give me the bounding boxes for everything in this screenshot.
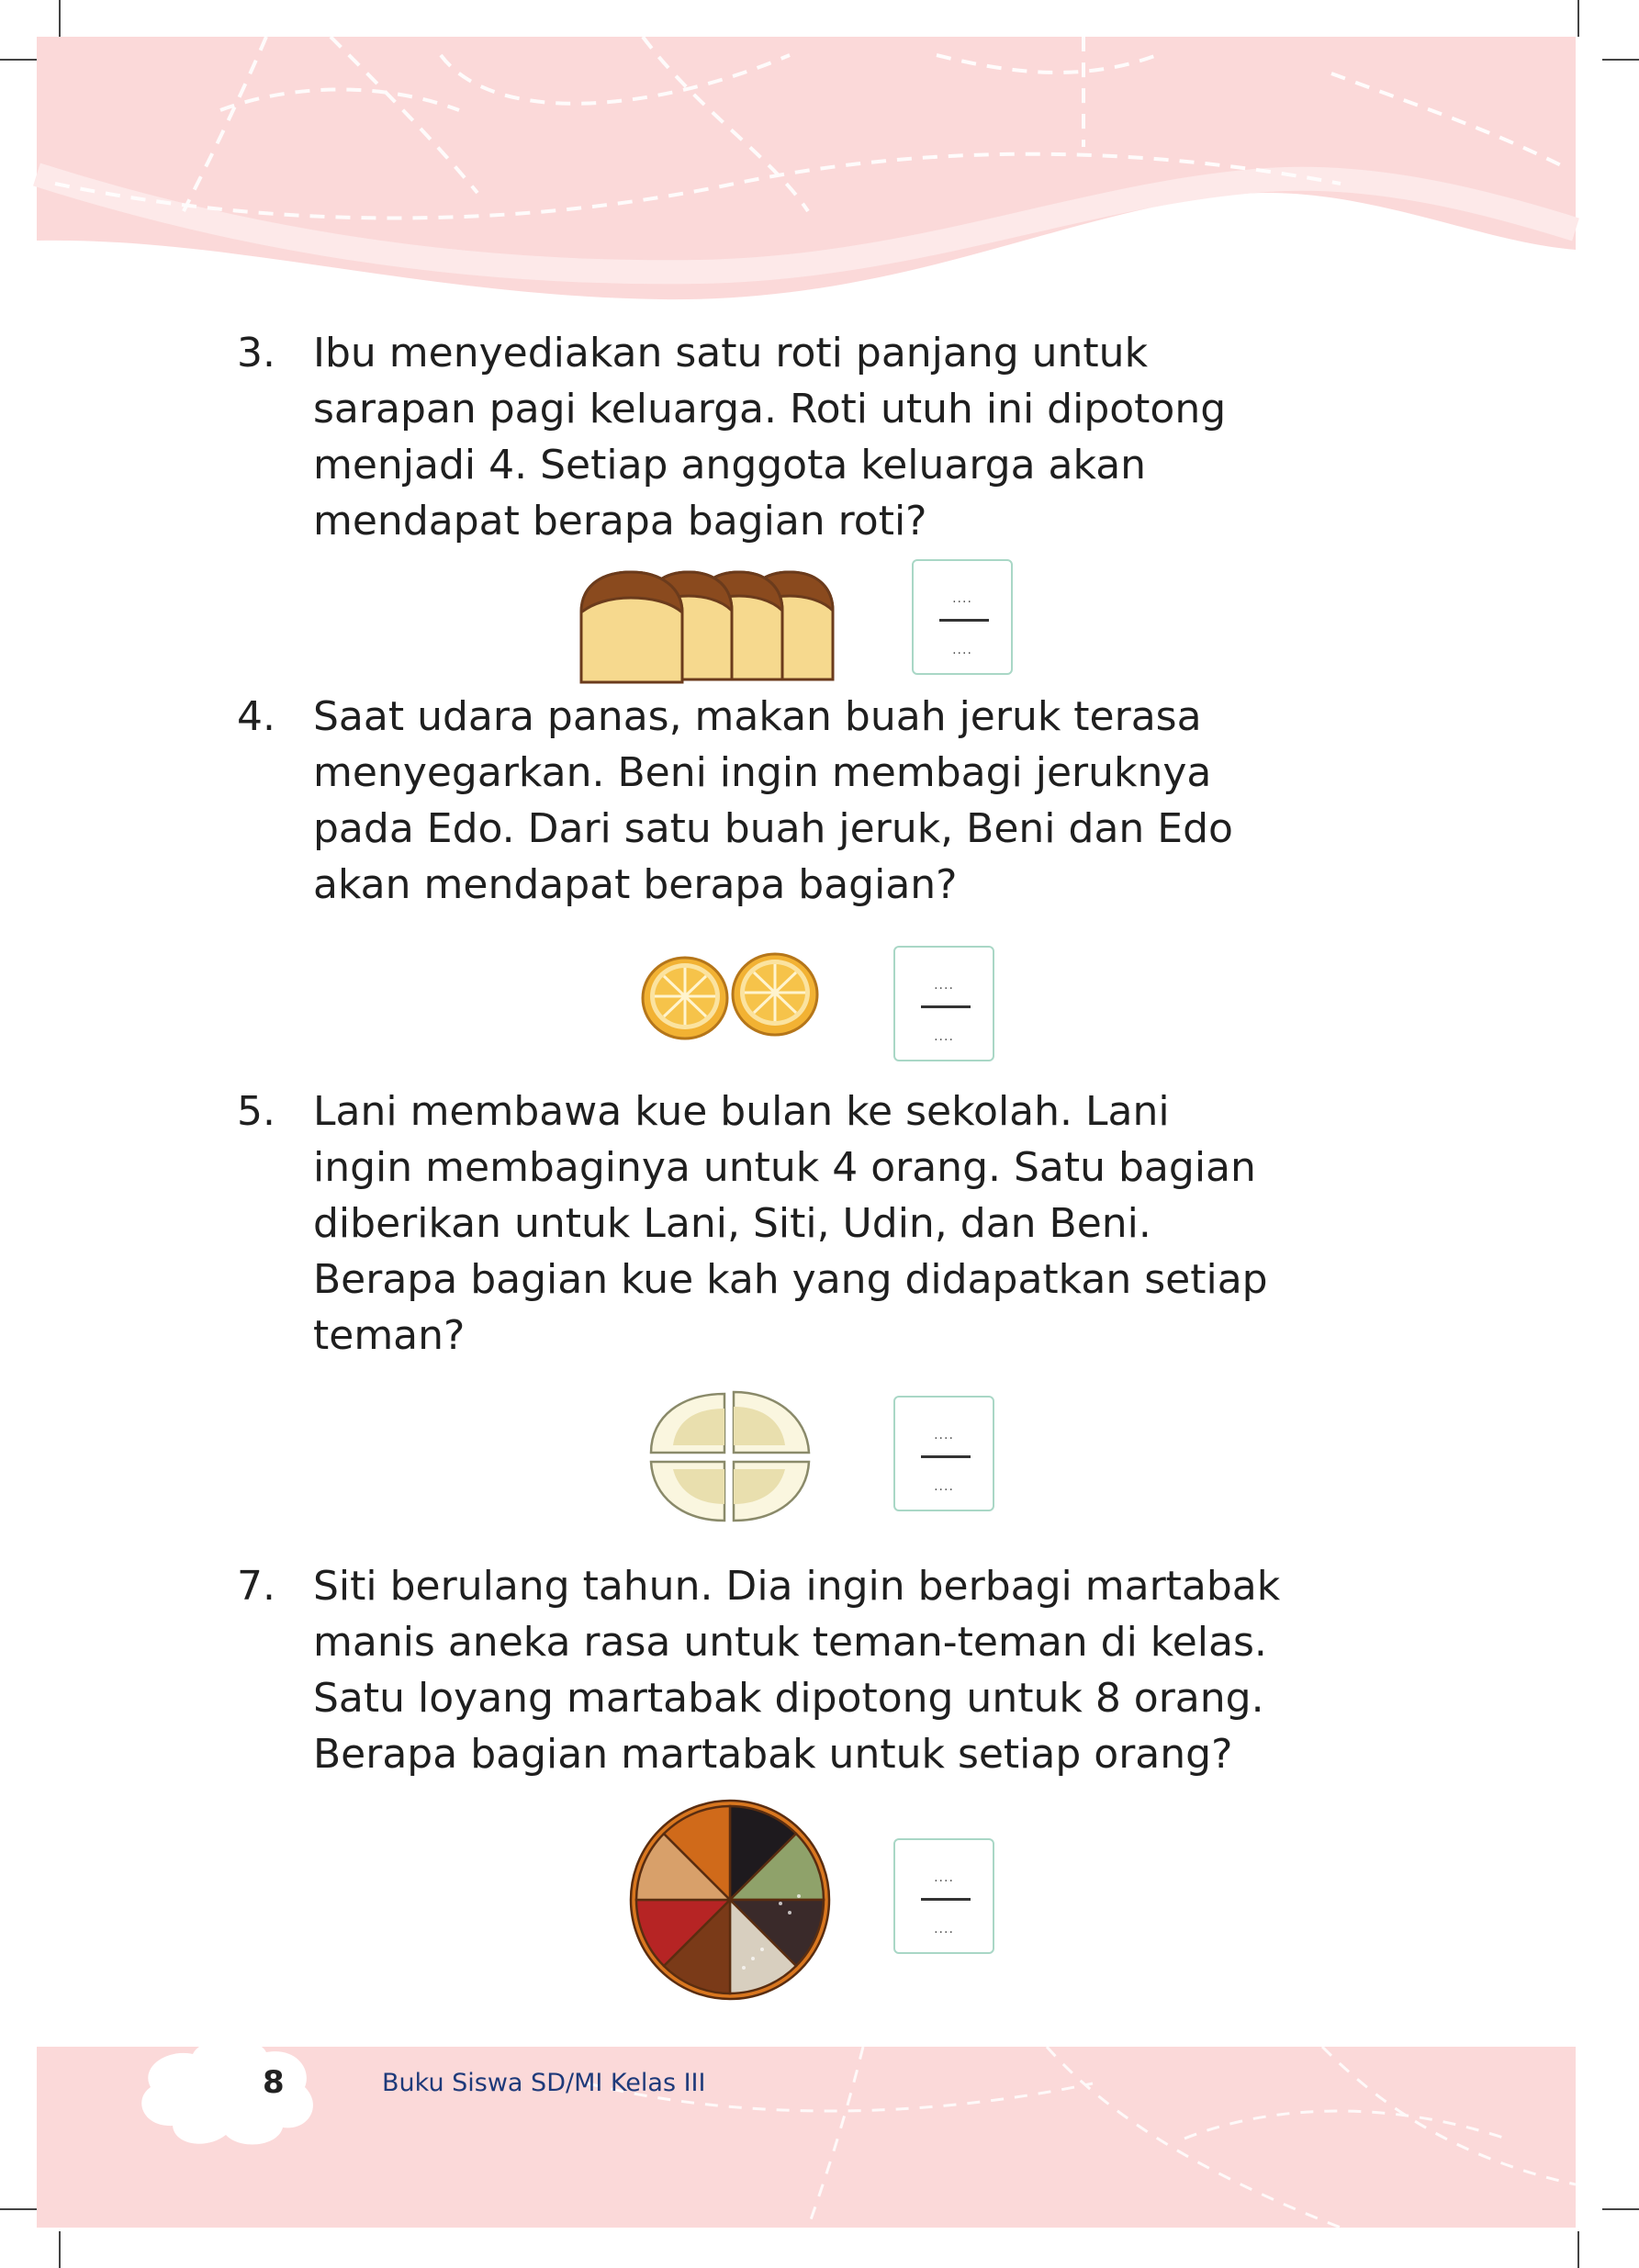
- question-line: Saat udara panas, makan buah jeruk terasa: [313, 693, 1202, 740]
- question-line: Berapa bagian martabak untuk setiap orang?: [313, 1731, 1233, 1778]
- question-line: mendapat berapa bagian roti?: [313, 498, 927, 545]
- book-title: Buku Siswa SD/MI Kelas III: [382, 2069, 706, 2097]
- question-line: akan mendapat berapa bagian?: [313, 861, 958, 908]
- denominator-blank: ....: [934, 1922, 954, 1937]
- question-line: diberikan untuk Lani, Siti, Udin, dan Beni.: [313, 1200, 1151, 1247]
- question-line: ingin membaginya untuk 4 orang. Satu bagian: [313, 1144, 1256, 1191]
- question-number: 3.: [237, 330, 275, 376]
- question-line: menyegarkan. Beni ingin membagi jeruknya: [313, 749, 1212, 796]
- question-number: 4.: [237, 693, 275, 740]
- denominator-blank: ....: [952, 643, 972, 657]
- fraction-bar: [921, 1005, 971, 1008]
- answer-fraction-box[interactable]: [912, 559, 1013, 675]
- answer-fraction-box[interactable]: [893, 946, 994, 1061]
- orange-halves-icon: [641, 950, 819, 1042]
- question-line: manis aneka rasa untuk teman-teman di kelas.: [313, 1619, 1267, 1666]
- numerator-blank: ....: [934, 1870, 954, 1885]
- question-line: Satu loyang martabak dipotong untuk 8 orang.: [313, 1675, 1264, 1722]
- crop-mark: [1602, 2208, 1639, 2210]
- mooncake-quarters-icon: [645, 1388, 815, 1524]
- question-number: 5.: [237, 1088, 275, 1135]
- denominator-blank: ....: [934, 1029, 954, 1044]
- crop-mark: [0, 2208, 37, 2210]
- header-decoration: [0, 0, 1639, 331]
- question-line: sarapan pagi keluarga. Roti utuh ini dipotong: [313, 386, 1227, 432]
- crop-mark: [1577, 2231, 1579, 2268]
- numerator-blank: ....: [952, 591, 972, 606]
- question-text: [313, 1558, 1397, 1782]
- crop-mark: [59, 2231, 61, 2268]
- question-line: Lani membawa kue bulan ke sekolah. Lani: [313, 1088, 1170, 1135]
- martabak-eighths-icon: [624, 1793, 836, 2006]
- answer-fraction-box[interactable]: [893, 1396, 994, 1511]
- sliced-bread-icon: [574, 565, 849, 689]
- question-line: teman?: [313, 1312, 466, 1359]
- question-line: Siti berulang tahun. Dia ingin berbagi martabak: [313, 1563, 1281, 1610]
- page-number: 8: [263, 2064, 285, 2101]
- denominator-blank: ....: [934, 1479, 954, 1494]
- fraction-bar: [921, 1898, 971, 1901]
- answer-fraction-box[interactable]: [893, 1838, 994, 1954]
- numerator-blank: ....: [934, 1428, 954, 1443]
- numerator-blank: ....: [934, 978, 954, 993]
- fraction-bar: [921, 1455, 971, 1458]
- question-line: Berapa bagian kue kah yang didapatkan setiap: [313, 1256, 1268, 1303]
- question-line: pada Edo. Dari satu buah jeruk, Beni dan Edo: [313, 805, 1233, 852]
- question-line: Ibu menyediakan satu roti panjang untuk: [313, 330, 1149, 376]
- fraction-bar: [939, 619, 989, 622]
- question-text: [313, 689, 1397, 913]
- question-text: [313, 1083, 1397, 1364]
- question-text: [313, 325, 1397, 549]
- question-line: menjadi 4. Setiap anggota keluarga akan: [313, 442, 1147, 488]
- question-number: 7.: [237, 1563, 275, 1610]
